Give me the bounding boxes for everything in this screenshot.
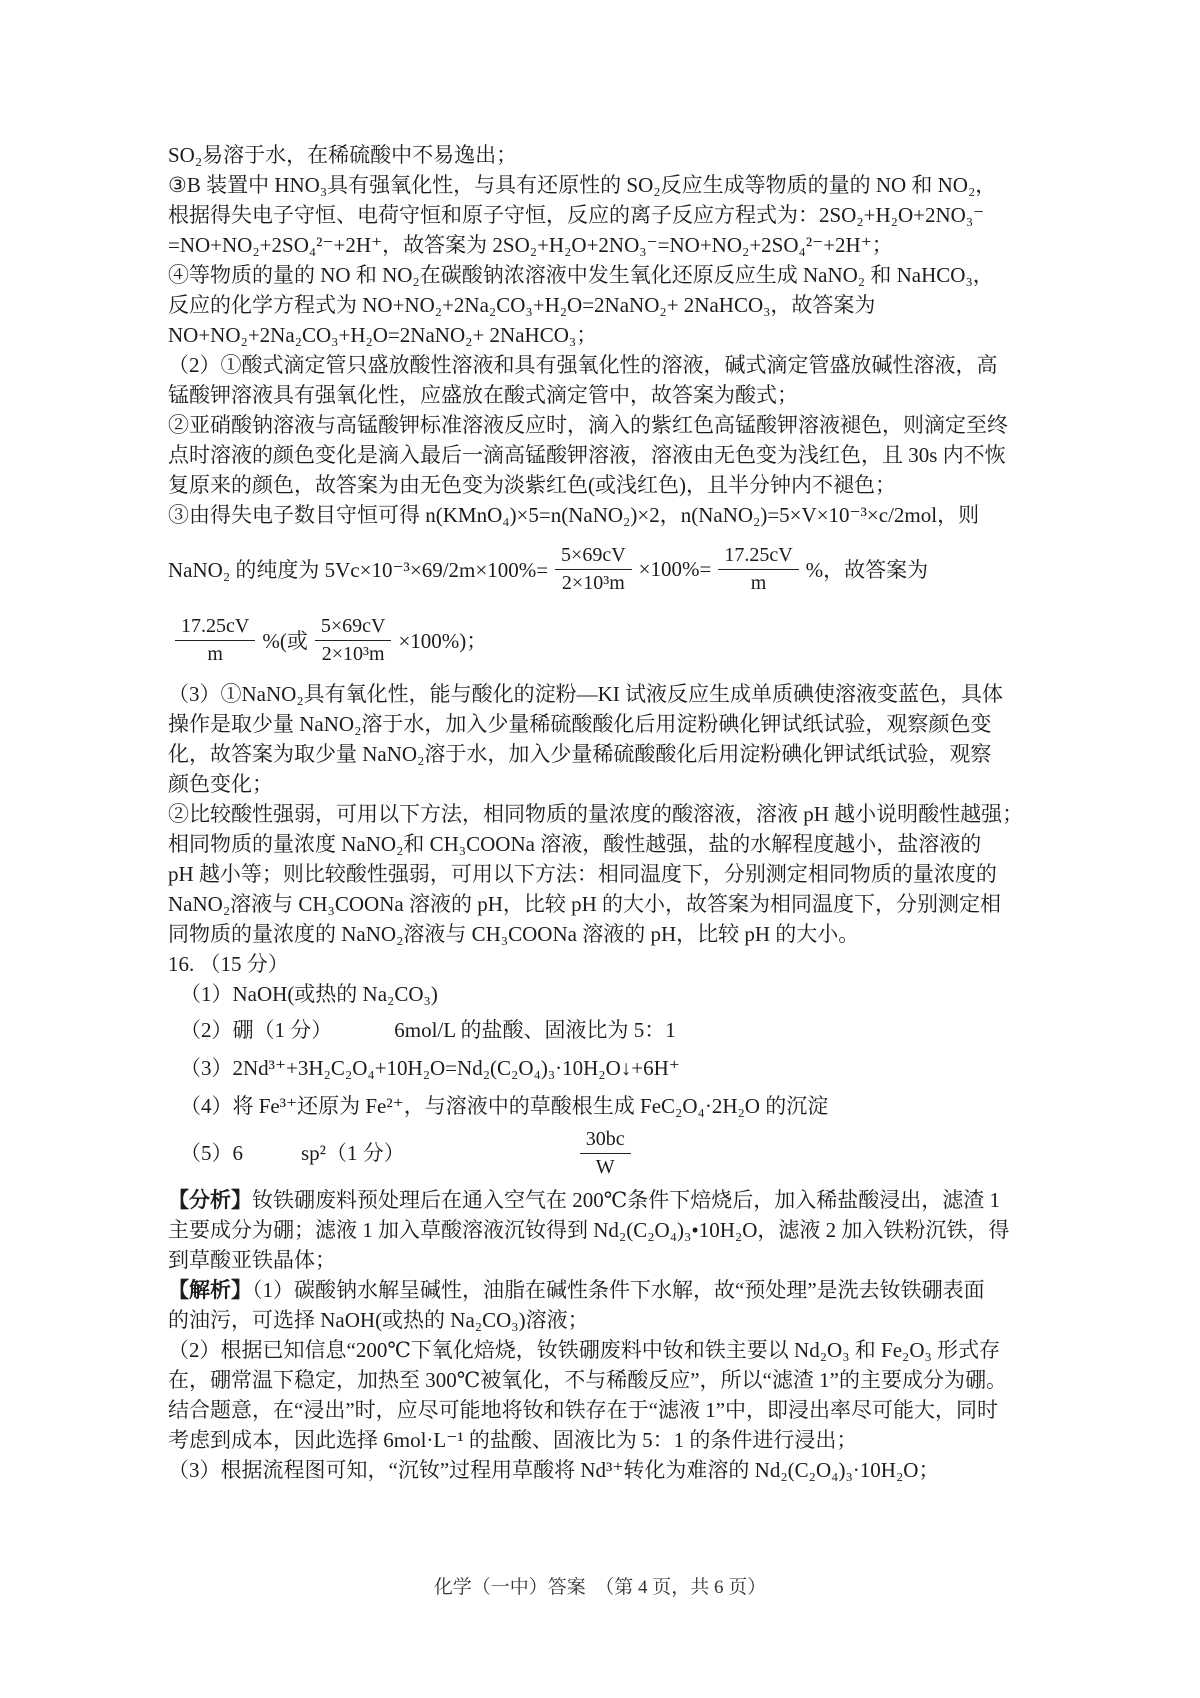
fraction — [315, 614, 392, 667]
text-line: 颜色变化； — [168, 772, 273, 796]
answer-16-2 — [168, 1015, 1040, 1045]
text-line: 在，硼常温下稳定，加热至 300℃被氧化，不与稀酸反应”，所以“滤渣 1”的主要成分为硼。 — [168, 1368, 1007, 1392]
text-line: 考虑到成本，因此选择 6mol·L⁻¹ 的盐酸、固液比为 5：1 的条件进行浸出； — [168, 1428, 858, 1452]
page-content — [168, 140, 1040, 1485]
text-line: ③B 装置中 HNO₃具有强氧化性，与具有还原性的 SO₂反应生成等物质的量的 NO 和 NO₂， — [168, 173, 997, 197]
text-line: 的油污，可选择 NaOH(或热的 Na₂CO₃)溶液； — [168, 1308, 589, 1332]
fraction-numerator: 5×69cV — [315, 614, 392, 641]
formula-suffix: ×100%)； — [398, 629, 488, 653]
text-line: 操作是取少量 NaNO₂溶于水，加入少量稀硫酸酸化后用淀粉碘化钾试纸试验，观察颜色变 — [168, 712, 992, 736]
answer-16-5 — [168, 1121, 1040, 1185]
fraction — [718, 543, 798, 596]
fraction-numerator: 5×69cV — [555, 543, 632, 570]
answer-16-5-value: （5）6 — [180, 1141, 243, 1165]
text-line: 相同物质的量浓度 NaNO₂和 CH₃COONa 溶液，酸性越强，盐的水解程度越小，盐溶液的 — [168, 832, 982, 856]
answer-16-2-value: 6mol/L 的盐酸、固液比为 5：1 — [394, 1018, 676, 1042]
analysis-label: 【分析】 — [168, 1188, 252, 1212]
text-line: ②亚硝酸钠溶液与高锰酸钾标准溶液反应时，滴入的紫红色高锰酸钾溶液褪色，则滴定至终 — [168, 413, 1008, 437]
fraction-denominator: m — [207, 642, 223, 665]
fraction-denominator: m — [750, 571, 767, 594]
analysis-text: 钕铁硼废料预处理后在通入空气在 200℃条件下焙烧后，加入稀盐酸浸出，滤渣 1 — [252, 1188, 1000, 1212]
text-line: 反应的化学方程式为 NO+NO₂+2Na₂CO₃+H₂O=2NaNO₂+ 2NaHCO₃，故答案为 — [168, 293, 876, 317]
fraction-denominator: 2×10³m — [561, 571, 625, 594]
text-line: =NO+NO₂+2SO₄²⁻+2H⁺，故答案为 2SO₂+H₂O+2NO₃⁻=NO+NO₂+2SO₄²⁻+2H⁺； — [168, 233, 893, 257]
formula-mid: ×100%= — [638, 556, 712, 581]
fraction — [580, 1127, 631, 1180]
text-line: 同物质的量浓度的 NaNO₂溶液与 CH₃COONa 溶液的 pH，比较 pH 的大小。 — [168, 922, 860, 946]
text-line: （3）根据流程图可知，“沉钕”过程用草酸将 Nd³⁺转化为难溶的 Nd₂(C₂O₄)₃·10H₂O； — [168, 1458, 940, 1482]
text-line: 根据得失电子守恒、电荷守恒和原子守恒，反应的离子反应方程式为：2SO₂+H₂O+2NO₃⁻ — [168, 203, 985, 227]
question-16-heading: 16. （15 分） — [168, 952, 289, 976]
text-line: （2）①酸式滴定管只盛放酸性溶液和具有强氧化性的溶液，碱式滴定管盛放碱性溶液，高 — [168, 353, 998, 377]
answer-16-3: （3）2Nd³⁺+3H₂C₂O₄+10H₂O=Nd₂(C₂O₄)₃·10H₂O↓+6H⁺ — [180, 1056, 680, 1080]
text-line: 锰酸钾溶液具有强氧化性，应盛放在酸式滴定管中，故答案为酸式； — [168, 383, 798, 407]
explanation-text: （1）碳酸钠水解呈碱性，油脂在碱性条件下水解，故“预处理”是洗去钕铁硼表面 — [252, 1278, 985, 1302]
answer-16-5-hybridization: sp²（1 分） — [301, 1141, 405, 1165]
fraction-denominator: 2×10³m — [321, 642, 385, 665]
text-line: 到草酸亚铁晶体； — [168, 1248, 336, 1272]
text-line: ③由得失电子数目守恒可得 n(KMnO₄)×5=n(NaNO₂)×2，n(NaNO₂)=5×V×10⁻³×c/2mol，则 — [168, 503, 980, 527]
explanation-label: 【解析】 — [168, 1278, 252, 1302]
text-line: （2）根据已知信息“200℃下氧化焙烧，钕铁硼废料中钕和铁主要以 Nd₂O₃ 和 Fe₂O₃ 形式存 — [168, 1338, 1001, 1362]
formula-prefix: NaNO₂ 的纯度为 5Vc×10⁻³×69/2m×100%= — [168, 558, 549, 582]
fraction-numerator: 17.25cV — [718, 543, 798, 570]
explanation-line — [168, 1275, 1040, 1305]
text-line: ②比较酸性强弱，可用以下方法，相同物质的量浓度的酸溶液，溶液 pH 越小说明酸性越强； — [168, 802, 1024, 826]
text-line: pH 越小等；则比较酸性强弱，可用以下方法：相同温度下，分别测定相同物质的量浓度的 — [168, 862, 997, 886]
page-footer: 化学（一中）答案 （第 4 页，共 6 页） — [433, 1577, 767, 1598]
text-line: 主要成分为硼；滤液 1 加入草酸溶液沉钕得到 Nd₂(C₂O₄)₃•10H₂O，滤液 2 加入铁粉沉铁，得 — [168, 1218, 1010, 1242]
purity-formula-line — [168, 537, 1040, 601]
answer-16-4: （4）将 Fe³⁺还原为 Fe²⁺，与溶液中的草酸根生成 FeC₂O₄·2H₂O 的沉淀 — [180, 1094, 829, 1118]
answer-16-2-label: （2）硼（1 分） — [180, 1018, 333, 1042]
text-line: 结合题意，在“浸出”时，应尽可能地将钕和铁存在于“滤液 1”中，即浸出率尽可能大，同时 — [168, 1398, 999, 1422]
text-line: 化，故答案为取少量 NaNO₂溶于水，加入少量稀硫酸酸化后用淀粉碘化钾试纸试验，观察 — [168, 742, 992, 766]
text-line: ④等物质的量的 NO 和 NO₂在碳酸钠浓溶液中发生氧化还原反应生成 NaNO₂ 和 NaHCO₃， — [168, 263, 994, 287]
text-line: 点时溶液的颜色变化是滴入最后一滴高锰酸钾溶液，溶液由无色变为浅红色，且 30s 内不恢 — [168, 443, 1006, 467]
text-line: NO+NO₂+2Na₂CO₃+H₂O=2NaNO₂+ 2NaHCO₃； — [168, 323, 598, 347]
fraction-numerator: 17.25cV — [175, 614, 255, 641]
fraction — [555, 543, 632, 596]
answer-16-1: （1）NaOH(或热的 Na₂CO₃) — [180, 982, 438, 1006]
fraction-denominator: W — [595, 1155, 615, 1178]
text-line: （3）①NaNO₂具有氧化性，能与酸化的淀粉—KI 试液反应生成单质碘使溶液变蓝色，具体 — [168, 682, 1004, 706]
fraction-numerator: 30bc — [580, 1127, 631, 1154]
text-line: SO₂易溶于水，在稀硫酸中不易逸出； — [168, 143, 518, 167]
analysis-line — [168, 1185, 1040, 1215]
formula-mid: %(或 — [262, 629, 308, 653]
text-line: 复原来的颜色，故答案为由无色变为淡紫红色(或浅红色)，且半分钟内不褪色； — [168, 473, 896, 497]
formula-suffix: %，故答案为 — [805, 558, 929, 582]
text-line: NaNO₂溶液与 CH₃COONa 溶液的 pH，比较 pH 的大小，故答案为相同温度下，分别测定相 — [168, 892, 1002, 916]
fraction — [175, 614, 255, 667]
alternate-formula-line — [168, 608, 1040, 672]
